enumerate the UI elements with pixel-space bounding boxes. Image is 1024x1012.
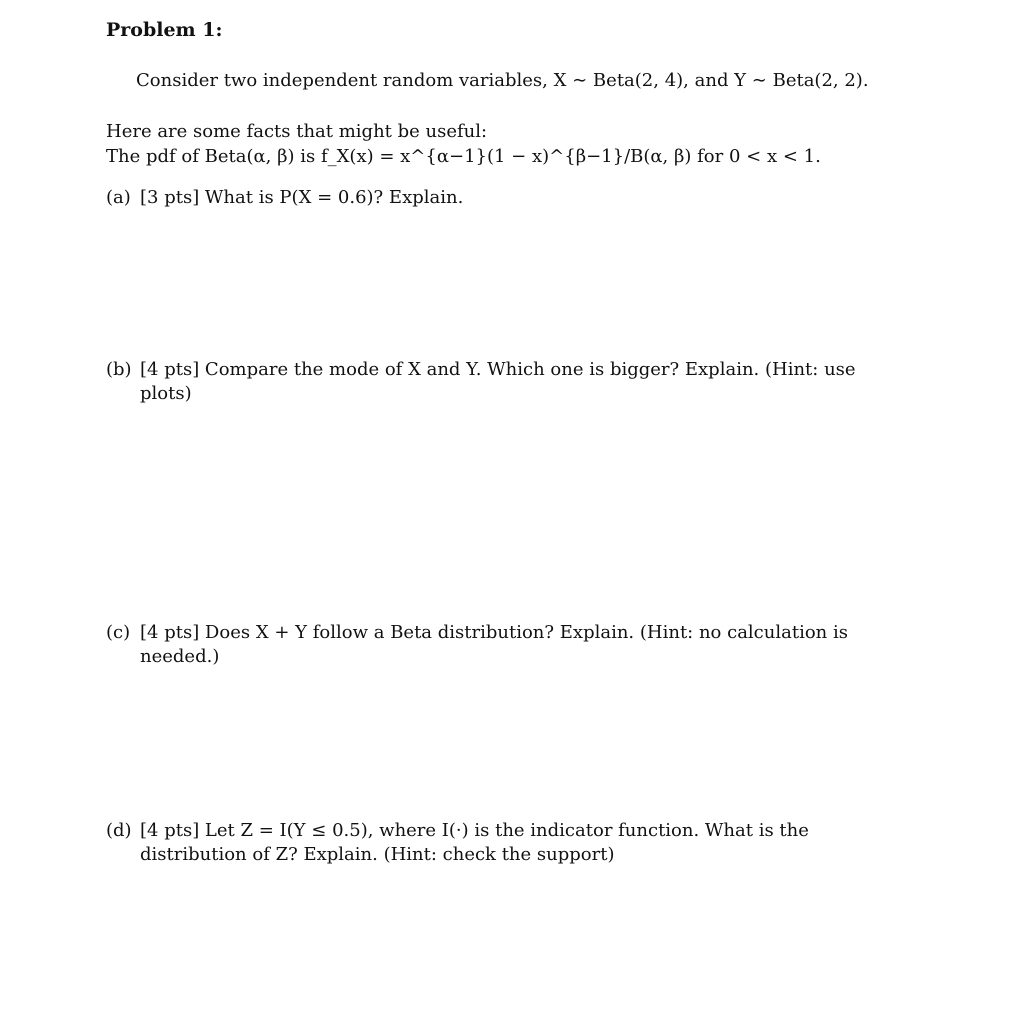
facts-pdf-formula: The pdf of Beta(α, β) is f_X(x) = x^{α−1}(1 − x)^{β−1}/B(α, β) for 0 < x < 1. — [106, 146, 821, 167]
question-b-text: [4 pts] Compare the mode of X and Y. Which one is bigger? Explain. (Hint: use plots) — [140, 359, 856, 404]
question-c — [106, 621, 866, 669]
question-a — [106, 186, 866, 210]
question-c-text: [4 pts] Does X + Y follow a Beta distribution? Explain. (Hint: no calculation is needed.) — [140, 622, 848, 667]
question-d-text: [4 pts] Let Z = I(Y ≤ 0.5), where I(·) is the indicator function. What is the distribution of Z? Explain. (Hint: check the support) — [140, 820, 809, 865]
problem-title: Problem 1: — [106, 19, 223, 41]
question-c-label: (c) — [106, 622, 131, 643]
question-d-label: (d) — [106, 820, 132, 841]
problem-intro: Consider two independent random variables, X ∼ Beta(2, 4), and Y ∼ Beta(2, 2). — [136, 70, 869, 91]
facts-heading: Here are some facts that might be useful: — [106, 121, 488, 142]
question-a-label: (a) — [106, 187, 131, 208]
question-d — [106, 819, 866, 867]
question-a-text: [3 pts] What is P(X = 0.6)? Explain. — [140, 187, 464, 208]
question-b — [106, 358, 866, 406]
question-b-label: (b) — [106, 359, 132, 380]
